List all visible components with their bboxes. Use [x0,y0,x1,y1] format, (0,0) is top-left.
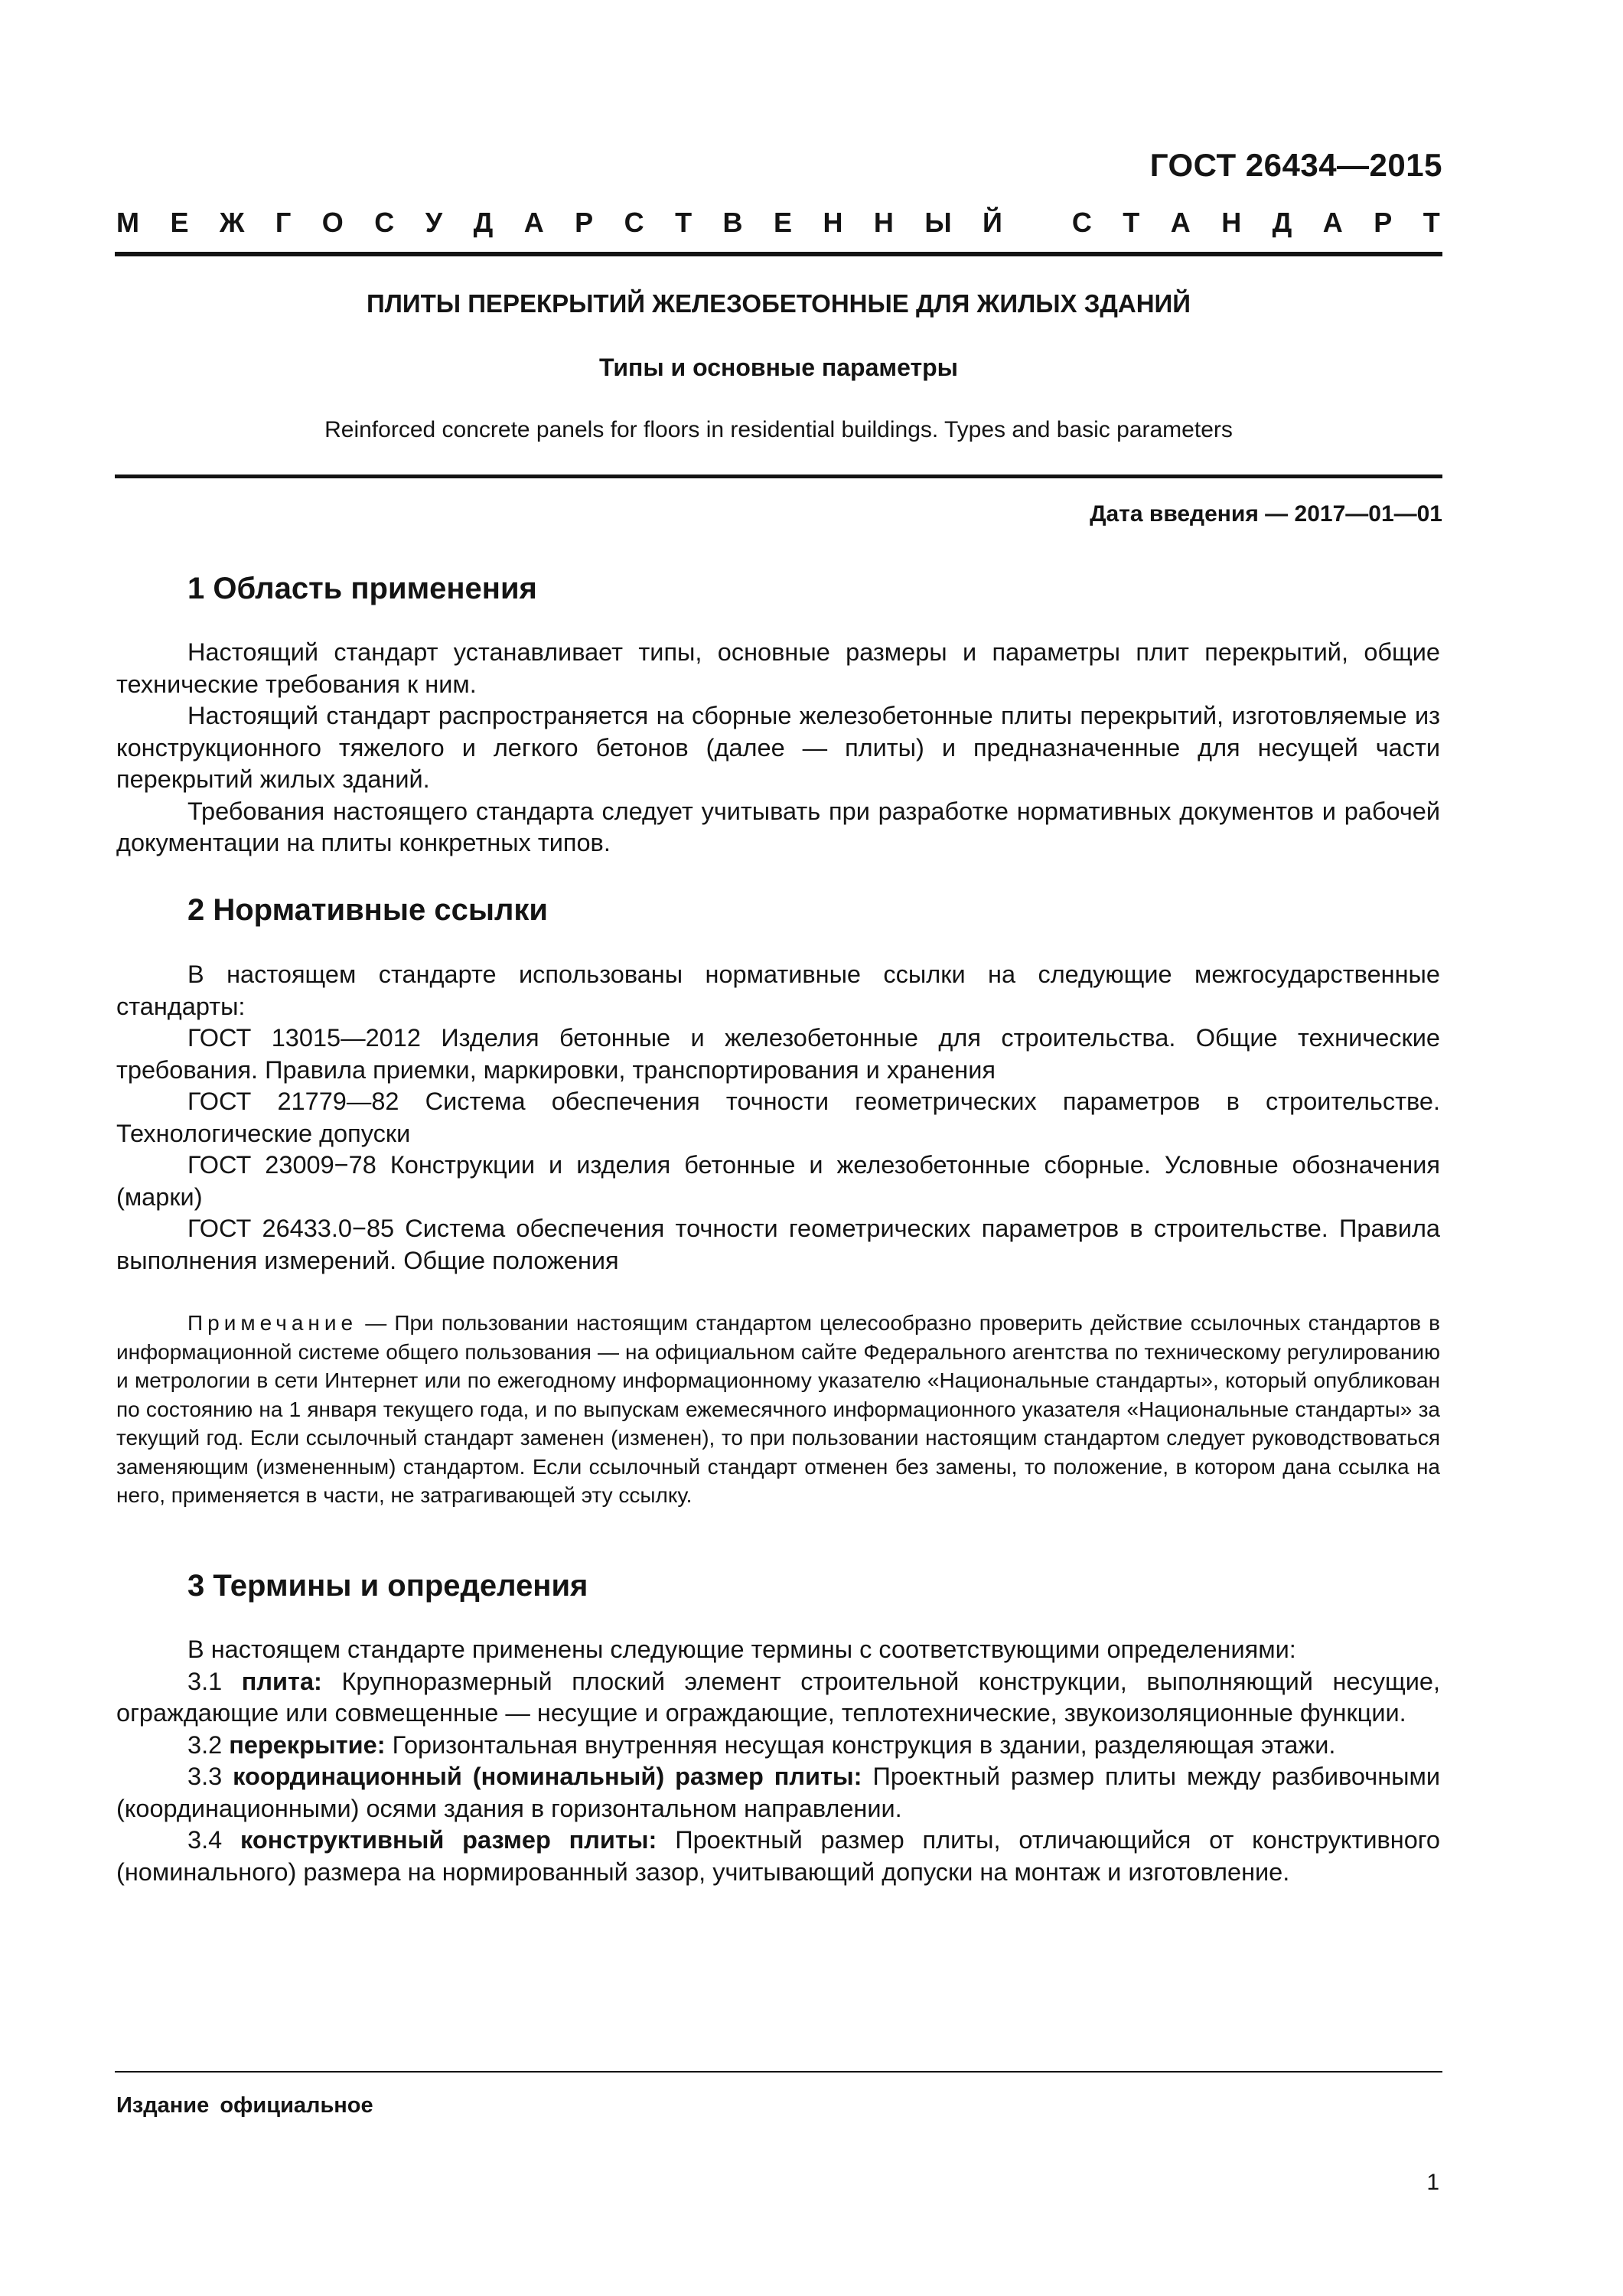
document-number: ГОСТ 26434—2015 [1149,147,1442,183]
term-number: 3.1 [187,1667,223,1695]
banner-letter: А [1322,207,1343,238]
note-text: — При пользовании настоящим стандартом целесообразно проверить действие ссылочных стандартов в информационной системе общего пользования — на официальном сайте Федерального агентства по техническому регулированию и метрологии в сети Интернет или по ежегодному информационному указателю «Национальные стандарты», который опубликован по состоянию на 1 января текущего года, и по выпускам ежемесячного информационного указателя «Национальные стандарты» за текущий год. Если ссылочный стандарт заменен (изменен), то при пользовании настоящим стандартом следует руководствоваться заменяющим (измененным) стандартом. Если ссылочный стандарт отменен без замены, то положение, в котором дана ссылка на него, применяется в части, не затрагивающей эту ссылку. [116,1311,1440,1507]
term-number: 3.2 [187,1730,223,1759]
term-text: Проектный размер плиты между разбивочными (координационными) осями здания в горизонтальном направлении. [116,1763,1440,1822]
official-edition-label: Издание официальное [116,2093,373,2118]
banner-letter: Н [823,207,843,238]
banner-letter: С [1071,207,1092,238]
document-title-english: Reinforced concrete panels for floors in residential buildings. Types and basic parameters [324,417,1233,442]
banner-letter: Т [1423,207,1440,238]
paragraph: В настоящем стандарте использованы нормативные ссылки на следующие межгосударственные стандарты: [116,960,1440,1020]
banner-word-gap [1033,207,1041,239]
term-name: плита: [241,1667,322,1695]
references-note [116,1309,1440,1510]
banner-letter: А [523,207,544,238]
section-heading-references: 2 Нормативные ссылки [187,893,549,927]
banner-letter: Н [1221,207,1242,238]
banner-letter: Т [675,207,693,238]
banner-letter: В [722,207,743,238]
reference-item: ГОСТ 21779—82 Система обеспечения точности геометрических параметров в строительстве. Технологические допуски [116,1088,1440,1147]
term-definition [116,1730,1440,1762]
header-rule [115,252,1442,256]
paragraph: Требования настоящего стандарта следует учитывать при разработке нормативных документов и рабочей документации на плиты конкретных типов. [116,797,1440,856]
section-terms-body [116,1634,1440,1888]
term-definition [116,1825,1440,1888]
term-definition [116,1666,1440,1730]
footer-rule [115,2071,1442,2073]
term-number: 3.4 [187,1826,223,1854]
banner-letter: Р [575,207,594,238]
banner-letter: Д [1272,207,1292,238]
banner-letter: Е [773,207,792,238]
paragraph: Настоящий стандарт распространяется на сборные железобетонные плиты перекрытий, изготовляемые из конструкционного тяжелого и легкого бетонов (далее — плиты) и предназначенные для несущей части перекрытий жилых зданий. [116,702,1440,793]
banner-letter: С [624,207,644,238]
term-name: перекрытие: [229,1730,386,1759]
term-definition [116,1761,1440,1825]
document-subtitle: Типы и основные параметры [599,354,958,381]
section-heading-terms: 3 Термины и определения [187,1569,588,1603]
banner-letter: О [321,207,344,238]
section-scope-body [116,637,1440,859]
section-references-body [116,959,1440,1277]
term-number: 3.3 [187,1763,223,1790]
banner-letter: Н [873,207,894,238]
document-title: ПЛИТЫ ПЕРЕКРЫТИЙ ЖЕЛЕЗОБЕТОННЫЕ ДЛЯ ЖИЛЫХ ЗДАНИЙ [366,289,1191,318]
term-name: координационный (номинальный) размер плиты: [233,1763,862,1790]
section-heading-scope: 1 Область применения [187,572,537,605]
banner-letter: А [1170,207,1191,238]
banner-letter: М [116,207,139,238]
paragraph: Настоящий стандарт устанавливает типы, основные размеры и параметры плит перекрытий, общие технические требования к ним. [116,638,1440,698]
page-number: 1 [1426,2170,1439,2195]
banner-letter: Ы [924,207,952,238]
banner-letter: У [425,207,443,238]
interstate-standard-banner [116,207,1440,239]
banner-letter: Ж [219,207,245,238]
banner-letter: Е [170,207,189,238]
banner-letter: Д [473,207,494,238]
term-text: Крупноразмерный плоский элемент строительной конструкции, выполняющий несущие, ограждающие или совмещенные — несущие и ограждающие, теплотехнические, звукоизоляционные функции. [116,1667,1441,1727]
term-name: конструктивный размер плиты: [240,1826,657,1854]
introduction-date: Дата введения — 2017—01—01 [1090,501,1442,527]
title-rule [115,475,1442,478]
banner-letter: Т [1123,207,1140,238]
banner-letter: Г [275,207,292,238]
banner-letter: С [374,207,395,238]
note-label: Примечание [187,1311,358,1335]
term-text: Проектный размер плиты, отличающийся от конструктивного (номинального) размера на нормированный зазор, учитывающий допуски на монтаж и изготовление. [116,1826,1441,1886]
reference-item: ГОСТ 13015—2012 Изделия бетонные и железобетонные для строительства. Общие технические требования. Правила приемки, маркировки, транспортирования и хранения [116,1024,1440,1084]
reference-item: ГОСТ 23009−78 Конструкции и изделия бетонные и железобетонные сборные. Условные обозначения (марки) [116,1151,1440,1211]
banner-letter: Р [1374,207,1393,238]
reference-item: ГОСТ 26433.0−85 Система обеспечения точности геометрических параметров в строительстве. Правила выполнения измерений. Общие положения [116,1215,1440,1274]
banner-letter: Й [983,207,1002,238]
term-text: Горизонтальная внутренняя несущая конструкция в здании, разделяющая этажи. [392,1730,1336,1759]
paragraph: В настоящем стандарте применены следующие термины с соответствующими определениями: [187,1636,1296,1663]
